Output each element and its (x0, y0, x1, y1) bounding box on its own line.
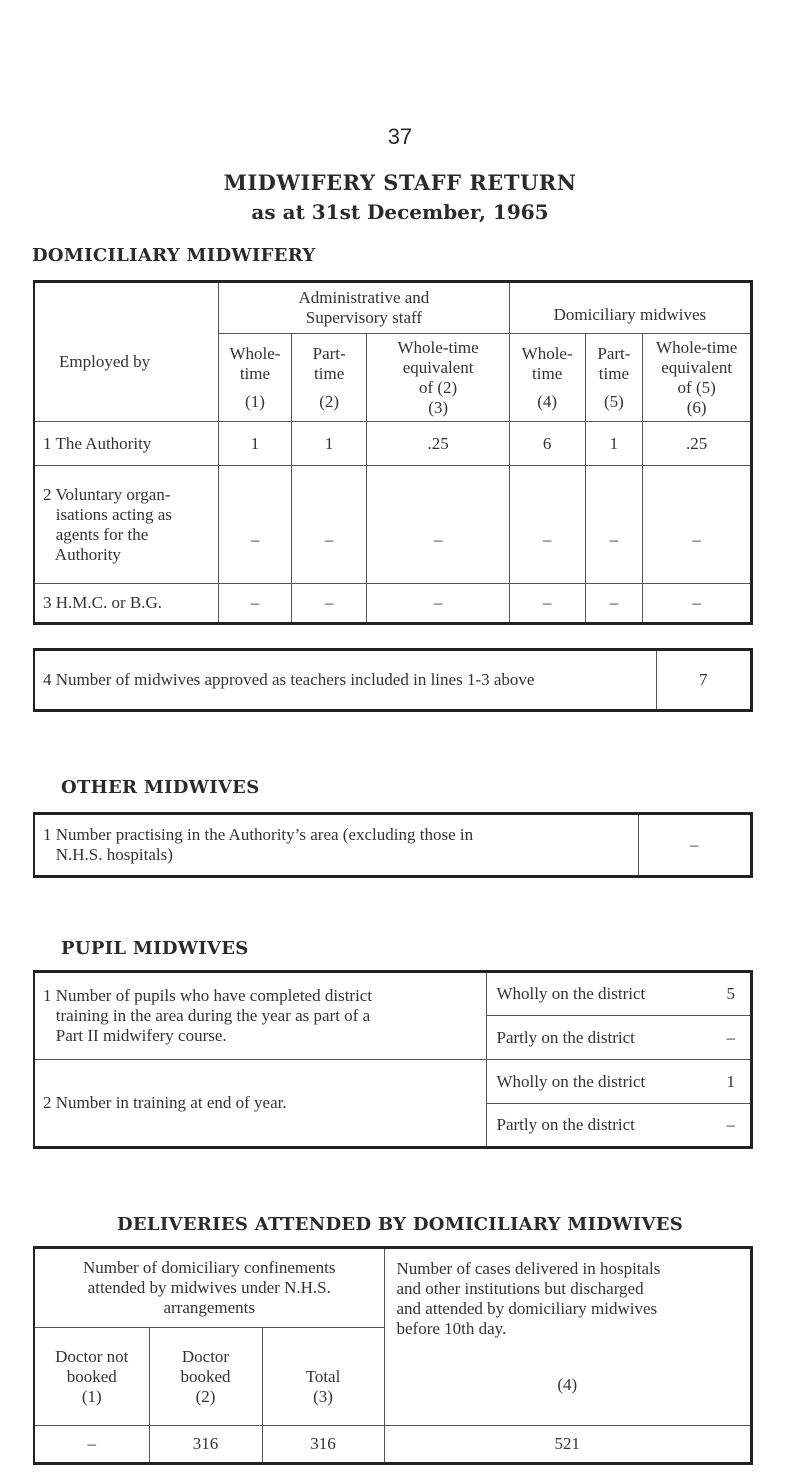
row-label: 3 H.M.C. or B.G. (34, 584, 219, 624)
col-2-header: Part- time (2) (291, 334, 367, 422)
confinements-header: Number of domiciliary confinements attended by midwives under N.H.S. arrangements (34, 1248, 384, 1328)
cell: – (291, 584, 367, 624)
cell: 1 (219, 422, 292, 466)
pupil-table (33, 970, 753, 1149)
cell: 1 (585, 422, 643, 466)
admin-staff-header: Administrative and Supervisory staff (219, 282, 510, 334)
cell: – (509, 584, 585, 624)
col-4-header: Whole- time (4) (509, 334, 585, 422)
teachers-table (33, 648, 753, 712)
cell: 521 (384, 1426, 752, 1464)
deliveries-heading: DELIVERIES ATTENDED BY DOMICILIARY MIDWIVES (116, 1214, 684, 1235)
cell: – (585, 584, 643, 624)
cell: 1 (291, 422, 367, 466)
other-table (33, 812, 753, 878)
wholly-label: Wholly on the district (486, 1060, 712, 1104)
cell: 6 (509, 422, 585, 466)
cell: 316 (262, 1426, 384, 1464)
row-label: 1 The Authority (34, 422, 219, 466)
cell: – (34, 1426, 149, 1464)
employed-by-header: Employed by (34, 282, 219, 422)
row-label: 2 Voluntary organ- isations acting as agents for the Authority (34, 466, 219, 584)
pupil-row-1-wholly: 5 (712, 972, 752, 1016)
col-3-header: Whole-time equivalent of (2) (3) (367, 334, 509, 422)
cell: – (643, 466, 752, 584)
partly-label: Partly on the district (496, 1115, 635, 1134)
pupil-row-2-wholly: 1 (712, 1060, 752, 1104)
cell: – (219, 584, 292, 624)
pupil-row-2-partly: – (726, 1115, 735, 1134)
page-title: MIDWIFERY STAFF RETURN (223, 170, 577, 195)
hospital-cases-header: Number of cases delivered in hospitals and other institutions but discharged and attended by domiciliary midwives before 10th day. (4) (396, 1259, 661, 1394)
col-6-header: Whole-time equivalent of (5) (6) (643, 334, 752, 422)
domiciliary-midwives-header: Domiciliary midwives (509, 282, 751, 334)
cell: 316 (149, 1426, 262, 1464)
table-row (34, 422, 752, 466)
cell: – (367, 584, 509, 624)
pupil-heading: PUPIL MIDWIVES (61, 938, 249, 959)
teachers-value: 7 (699, 670, 708, 689)
pupil-row-2-label: 2 Number in training at end of year. (34, 1060, 486, 1148)
domiciliary-table (33, 280, 753, 625)
cell: – (367, 466, 509, 584)
other-heading: OTHER MIDWIVES (61, 777, 260, 798)
page-number: 37 (387, 124, 413, 149)
col-1-header: Whole- time (1) (219, 334, 292, 422)
cell: .25 (643, 422, 752, 466)
partly-label: Partly on the district (486, 1016, 712, 1060)
cell: – (585, 466, 643, 584)
cell: – (291, 466, 367, 584)
col-5-header: Part- time (5) (585, 334, 643, 422)
doctor-booked-header: Doctor booked (2) (149, 1328, 262, 1426)
cell: – (509, 466, 585, 584)
table-row (34, 1426, 752, 1464)
other-label: 1 Number practising in the Authority’s area (excluding those in N.H.S. hospitals) (34, 814, 638, 877)
pupil-row-1-label: 1 Number of pupils who have completed district training in the area during the year as part of a Part II midwifery course. (34, 972, 486, 1060)
cell: – (692, 593, 701, 612)
domiciliary-heading: DOMICILIARY MIDWIFERY (32, 245, 316, 266)
doctor-not-booked-header: Doctor not booked (1) (34, 1328, 149, 1426)
other-value: – (690, 835, 699, 854)
cell: – (219, 466, 292, 584)
table-row (34, 584, 752, 624)
page-subtitle: as at 31st December, 1965 (251, 200, 549, 224)
total-header: Total (3) (262, 1328, 384, 1426)
cell: .25 (367, 422, 509, 466)
deliveries-table (33, 1246, 753, 1465)
teachers-label: 4 Number of midwives approved as teachers included in lines 1-3 above (34, 650, 656, 711)
wholly-label: Wholly on the district (486, 972, 712, 1016)
table-row (34, 466, 752, 584)
pupil-row-1-partly: – (712, 1016, 752, 1060)
